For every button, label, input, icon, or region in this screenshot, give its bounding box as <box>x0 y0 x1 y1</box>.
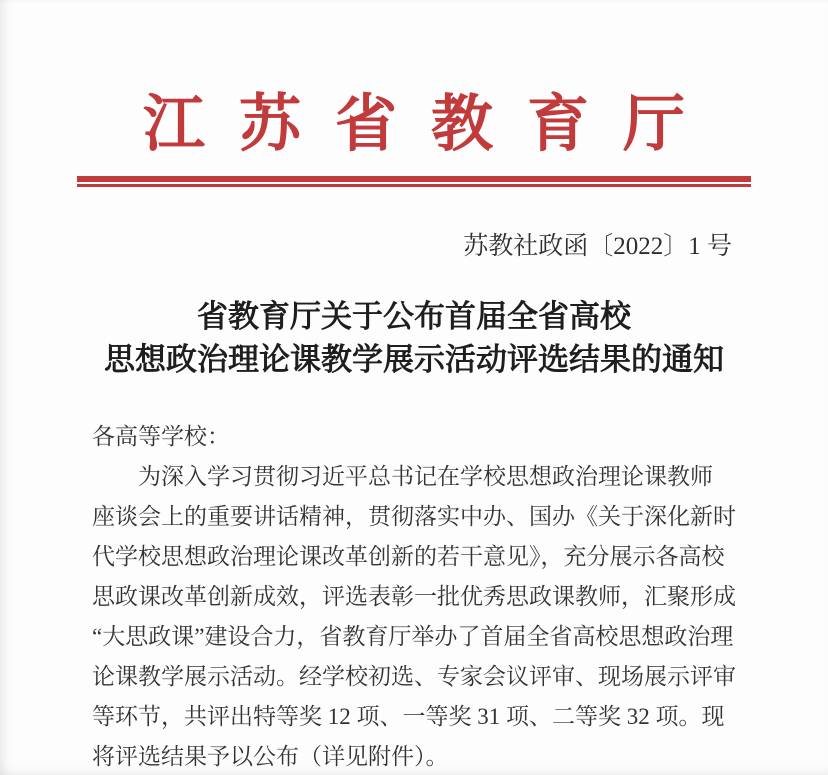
document-content <box>92 232 736 775</box>
body-line: “大思政课”建设合力，省教育厅举办了首届全省高校思想政治理 <box>92 624 734 649</box>
document-number: 苏教社政函〔2022〕1 号 <box>463 233 732 260</box>
document-title <box>92 295 736 381</box>
body-line: 论课教学展示活动。经学校初选、专家会议评审、现场展示评审 <box>92 664 736 689</box>
letterhead-agency-name: 江苏省教育厅 <box>142 91 719 159</box>
document-title-line1: 省教育厅关于公布首届全省高校 <box>197 299 631 334</box>
body-line: 代学校思想政治理论课改革创新的若干意见》，充分展示各高校 <box>92 544 725 569</box>
body-line: 等环节，共评出特等奖 12 项、一等奖 31 项、二等奖 32 项。现 <box>92 704 725 729</box>
divider-bar-thick <box>77 176 751 182</box>
document-title-line2: 思想政治理论课教学展示活动评选结果的通知 <box>104 342 724 377</box>
body-line: 将评选结果予以公布（详见附件）。 <box>92 744 449 769</box>
salutation: 各高等学校： <box>92 424 230 449</box>
body-line: 座谈会上的重要讲话精神，贯彻落实中办、国办《关于深化新时 <box>92 504 736 529</box>
divider-bar-thin <box>77 184 751 187</box>
body-paragraph <box>92 457 736 775</box>
body-line: 思政课改革创新成效，评选表彰一批优秀思政课教师，汇聚形成 <box>92 584 736 609</box>
body-line: 为深入学习贯彻习近平总书记在学校思想政治理论课教师 <box>138 464 713 489</box>
letterhead-divider <box>77 176 751 187</box>
